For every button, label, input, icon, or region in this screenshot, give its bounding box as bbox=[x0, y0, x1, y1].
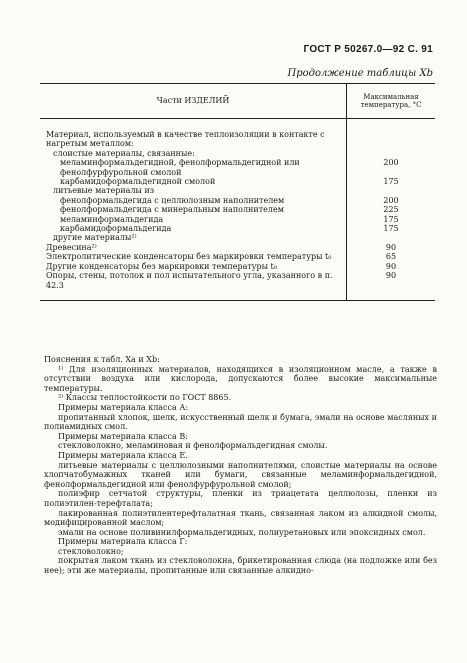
notes-section bbox=[44, 355, 437, 576]
note-paragraph: Примеры материала класса А: bbox=[58, 402, 189, 412]
note-paragraph: покрытая лаком ткань из стекловолокна, брикетированная слюда (на подложке или без нее); эти же материалы, пропитанные или связанные алкидно- bbox=[44, 556, 437, 576]
table-cell-temperature bbox=[347, 149, 436, 158]
table-row bbox=[40, 243, 435, 252]
table-header-row bbox=[40, 84, 435, 119]
column-header-part: Части ИЗДЕЛИЙ bbox=[40, 84, 347, 119]
table-cell-temperature: 175 bbox=[383, 177, 399, 187]
note-paragraph: Примеры материала класса В: bbox=[58, 431, 188, 441]
table-cell-part: меламинформальдегидной, фенолформальдегидной или фенолфурфурольной смолой bbox=[40, 158, 347, 177]
note-paragraph: полиэфир сетчатой структуры, пленки из триацетата целлюлозы, пленки из полиэтилен-терефталата; bbox=[44, 489, 437, 508]
note-paragraph: Примеры материала класса Г: bbox=[58, 537, 188, 547]
table-row bbox=[40, 177, 435, 186]
table-cell-part: карбамидоформальдегида bbox=[40, 224, 347, 233]
table-row bbox=[40, 158, 435, 177]
table-row bbox=[40, 196, 435, 205]
table-row bbox=[40, 205, 435, 214]
table-cell-temperature: 65 bbox=[385, 252, 397, 262]
note-paragraph: Примеры материала класса Е. bbox=[58, 450, 188, 460]
table-row bbox=[40, 233, 435, 242]
note-paragraph: ¹⁾ Для изоляционных материалов, находящихся в изоляционном масле, а также в отсутствии воздуха или кислорода, допускаются более высокие максимальные температуры. bbox=[44, 364, 437, 393]
temperature-table bbox=[40, 83, 435, 301]
table-row bbox=[40, 224, 435, 233]
note-paragraph: эмали на основе поливинилформальдегидных, полиуретановых или эпоксидных смол. bbox=[58, 527, 426, 537]
table-cell-part: Электролитические конденсаторы без маркировки температуры t₀ bbox=[40, 252, 347, 261]
table-cell-temperature: 90 bbox=[385, 242, 397, 252]
table-row bbox=[40, 119, 435, 149]
table-cell-temperature bbox=[347, 186, 436, 195]
table-cell-temperature bbox=[347, 119, 436, 149]
table-row bbox=[40, 262, 435, 271]
document-id: ГОСТ Р 50267.0—92 С. 91 bbox=[303, 44, 433, 55]
table-cell-part: литьевые материалы из bbox=[40, 186, 347, 195]
table-cell-part: Древесина²⁾ bbox=[40, 243, 347, 252]
note-paragraph: пропитанный хлопок, шелк, искусственный шелк и бумага, эмали на основе масляных и полиамидных смол. bbox=[44, 412, 437, 432]
table-body bbox=[40, 119, 435, 301]
note-paragraph: лакированная полиэтилентерефталатная ткань, связанная лаком из алкидной смолы, модифицированной маслом; bbox=[44, 508, 437, 528]
table-row bbox=[40, 252, 435, 261]
table-cell-temperature: 200 bbox=[383, 158, 399, 168]
table-continuation-label: Продолжение таблицы Xb bbox=[287, 68, 433, 79]
table-cell-temperature: 175 bbox=[383, 214, 399, 224]
table-cell-part: фенолформальдегида с минеральным наполнителем bbox=[40, 205, 347, 214]
table-cell-temperature: 90 bbox=[347, 271, 436, 300]
table-cell-part: фенолформальдегида с целлюлозным наполнителем bbox=[40, 196, 347, 205]
note-paragraph: Пояснения к табл. Xa и Xb: bbox=[44, 355, 160, 364]
table-cell-part: Материал, используемый в качестве теплоизоляции в контакте с нагретым металлом: bbox=[40, 119, 347, 149]
table-row bbox=[40, 149, 435, 158]
table-cell-part: карбамидоформальдегидной смолой bbox=[40, 177, 347, 186]
column-header-temperature: Максимальная температура, °С bbox=[347, 84, 436, 119]
note-paragraph: стекловолокно; bbox=[58, 546, 124, 556]
table-cell-temperature: 175 bbox=[383, 224, 399, 234]
table-cell-temperature: 90 bbox=[385, 261, 397, 271]
table-cell-part: слоистые материалы, связанные: bbox=[40, 149, 347, 158]
table-row bbox=[40, 186, 435, 195]
table-row bbox=[40, 215, 435, 224]
table-cell-part: другие материалы²⁾ bbox=[40, 233, 347, 242]
note-paragraph: стекловолокно, меламиновая и фенолформальдегидная смолы. bbox=[58, 441, 328, 451]
table-cell-part: меламинформальдегида bbox=[40, 215, 347, 224]
note-paragraph: литьевые материалы с целлюлозными наполнителями, слоистые материалы на основе хлопчатобумажных тканей или бумаги, связанные меламинформальдегидной, фенолформальдегидной или фенолфурфурольной смолой; bbox=[44, 460, 437, 489]
table-cell-temperature bbox=[347, 233, 436, 242]
table-cell-part: Другие конденсаторы без маркировки температуры t₀ bbox=[40, 262, 347, 271]
table-cell-temperature: 200 bbox=[383, 195, 399, 205]
note-paragraph: ²⁾ Классы теплостойкости по ГОСТ 8865. bbox=[58, 393, 232, 403]
table-cell-temperature: 225 bbox=[383, 205, 399, 215]
table-cell-part: Опоры, стены, потолок и пол испытательного угла, указанного в п. 42.3 bbox=[40, 271, 347, 300]
table-row bbox=[40, 271, 435, 300]
